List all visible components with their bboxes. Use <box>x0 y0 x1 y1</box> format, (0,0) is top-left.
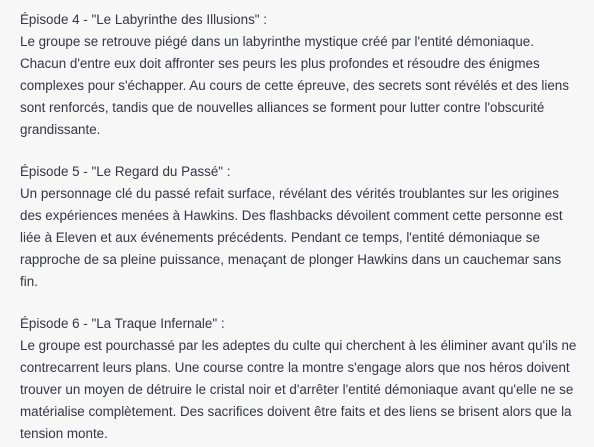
episode-5-block <box>20 161 582 293</box>
episode-4-text: Le groupe se retrouve piégé dans un labyrinthe mystique créé par l'entité démoniaque. Chacun d'entre eux doit affronter ses peurs les plus profondes et résoudre des énigmes complexes pour s'échapper. Au cours de cette épreuve, des secrets sont révélés et des liens sont renforcés, tandis que de nouvelles alliances se forment pour lutter contre l'obscurité grandissante. <box>20 34 569 137</box>
episode-6-text: Le groupe est pourchassé par les adeptes du culte qui cherchent à les éliminer avant qu'ils ne contrecarrent leurs plans. Une course contre la montre s'engage alors que nos héros doivent trouver un moyen de détruire le cristal noir et d'arrêter l'entité démoniaque avant qu'elle ne se matérialise complètement. Des sacrifices doivent être faits et des liens se brisent alors que la tension monte. <box>20 338 577 441</box>
episode-4-heading: Épisode 4 - "Le Labyrinthe des Illusions" : <box>20 12 267 27</box>
episode-4-block <box>20 0 582 141</box>
episode-5-heading: Épisode 5 - "Le Regard du Passé" : <box>20 164 231 179</box>
episode-6-heading: Épisode 6 - "La Traque Infernale" : <box>20 316 225 331</box>
episode-5-text: Un personnage clé du passé refait surface, révélant des vérités troublantes sur les origines des expériences menées à Hawkins. Des flashbacks dévoilent comment cette personne est liée à Eleven et aux événements précédents. Pendant ce temps, l'entité démoniaque se rapproche de sa pleine puissance, menaçant de plonger Hawkins dans un cauchemar sans fin. <box>20 186 563 289</box>
episode-6-block <box>20 313 582 445</box>
